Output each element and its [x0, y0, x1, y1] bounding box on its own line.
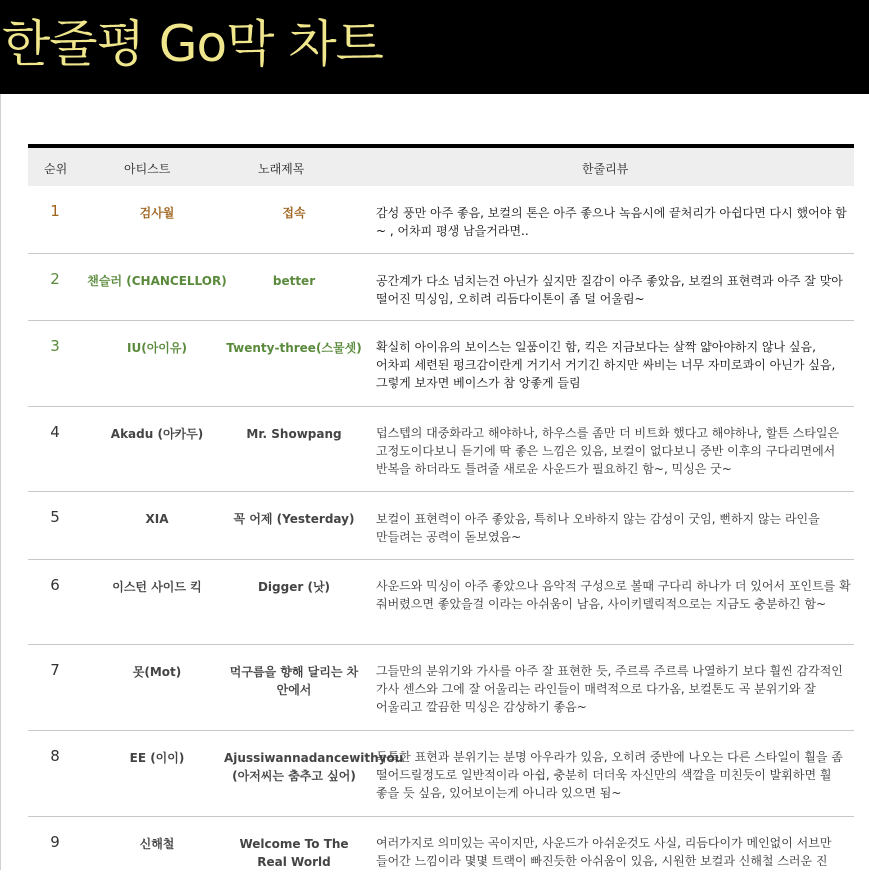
song-cell: Twenty-three(스물셋): [226, 341, 362, 355]
rank-cell: 4: [50, 423, 60, 441]
table-row: [28, 645, 854, 731]
table-row: [28, 492, 854, 560]
song-cell: 먹구름을 향해 달리는 차 안에서: [229, 665, 359, 697]
rank-cell: 1: [50, 202, 60, 220]
content-panel: [0, 94, 869, 870]
artist-cell: 검사월: [139, 206, 175, 220]
rank-cell: 3: [50, 337, 60, 355]
chart-table: [28, 144, 854, 877]
artist-cell: 이스턴 사이드 킥: [112, 580, 202, 594]
review-cell: 감성 풍만 아주 좋음, 보컬의 톤은 아주 좋으나 녹음시에 끝처리가 아쉽다면 다시 했어야 함~ , 어차피 평생 남을거라면..: [376, 206, 847, 238]
artist-cell: IU(아이유): [127, 341, 187, 355]
artist-cell: EE (이이): [129, 751, 185, 765]
top-banner: [0, 0, 869, 94]
review-cell: 여러가지로 의미있는 곡이지만, 사운드가 아쉬운것도 사실, 리듬다이가 메인없이 서브만 들어간 느낌이라 몇몇 트랙이 빠진듯한 아쉬움이 있음, 시원한 보컬과 신해철 스러운 진: [376, 836, 832, 868]
song-cell: Mr. Showpang: [246, 427, 342, 441]
review-cell: 보컬이 표현력이 아주 좋았음, 특히나 오바하지 않는 감성이 굿임, 뻔하지 않는 라인을 만들려는 공력이 돋보였음~: [376, 512, 820, 544]
rank-cell: 5: [50, 508, 60, 526]
review-cell: 사운드와 믹싱이 아주 좋았으나 음악적 구성으로 볼때 구다리 하나가 더 있어서 포인트를 확 줘버렸으면 좋았을걸 이라는 아쉬움이 남음, 사이키델릭적으로는 지금도 충분하긴 함~: [376, 579, 851, 611]
song-cell: Welcome To The Real World: [239, 837, 349, 869]
review-cell: 공간계가 다소 넘치는건 아닌가 싶지만 질감이 아주 좋았음, 보컬의 표현력과 아주 잘 맞아 떨어진 믹싱임, 오히려 리듬다이톤이 좀 덜 어울림~: [376, 274, 843, 306]
table-row: [28, 407, 854, 492]
header-artist: 아티스트: [124, 162, 171, 176]
artist-cell: 못(Mot): [132, 665, 182, 679]
artist-cell: 챈슬러 (CHANCELLOR): [87, 274, 227, 288]
artist-cell: XIA: [145, 512, 169, 526]
song-cell: 접속: [282, 206, 306, 220]
table-row: [28, 321, 854, 407]
rank-cell: 2: [50, 270, 60, 288]
rank-cell: 9: [50, 833, 60, 851]
rank-cell: 8: [50, 747, 60, 765]
song-cell: 꼭 어제 (Yesterday): [233, 512, 355, 526]
artist-cell: 신해철: [139, 837, 175, 851]
table-row: [28, 254, 854, 321]
rank-cell: 6: [50, 576, 60, 594]
review-cell: 독특한 표현과 분위기는 분명 아우라가 있음, 오히려 중반에 나오는 다른 스타일이 훨을 좀 떨어드릴정도로 일반적이라 아쉽, 충분히 더더욱 자신만의 색깔을 미친듯이 발휘하면 훨 좋을 듯 싶음, 있어보이는게 아니라 있으면 됨~: [376, 750, 843, 800]
review-cell: 확실히 아이유의 보이스는 일품이긴 함, 킥은 지금보다는 살짝 얇아야하지 않나 싶음, 어차피 세련된 펑크감이란게 거기서 거기긴 하지만 싸비는 너무 자미로콰이 아닌가 싶음, 그렇게 보자면 베이스가 참 앙좋게 들림: [376, 340, 836, 390]
song-cell: Digger (낫): [257, 580, 331, 594]
rank-cell: 7: [50, 661, 60, 679]
artist-cell: Akadu (아카두): [110, 427, 204, 441]
table-header: [28, 148, 854, 186]
song-cell: better: [272, 274, 316, 288]
review-cell: 덥스텝의 대중화라고 해야하나, 하우스를 좀만 더 비트화 했다고 해야하나, 할튼 스타일은 고정도이다보니 듣기에 딱 좋은 느낌은 있음, 보컬이 없다보니 중반 이후의 구다리면에서 반복을 하더라도 틀려줄 새로운 사운드가 필요하긴 함~, 믹싱은 굿~: [376, 426, 840, 476]
table-row: [28, 817, 854, 877]
header-rank: 순위: [44, 162, 68, 176]
song-cell: Ajussiwannadancewithyou (아저씨는 춤추고 싶어): [224, 751, 404, 783]
review-cell: 그들만의 분위기와 가사를 아주 잘 표현한 듯, 주르륵 주르륵 나열하기 보다 훨씬 감각적인 가사 센스와 그에 잘 어울리는 라인들이 매력적으로 다가옴, 보컬톤도 곡 분위기와 잘 어울리고 깔끔한 믹싱은 감상하기 좋음~: [376, 664, 843, 714]
table-row: [28, 560, 854, 645]
page-title: 한줄평 Go막 차트: [2, 15, 383, 73]
header-review: 한줄리뷰: [582, 162, 629, 176]
table-row: [28, 186, 854, 254]
header-song: 노래제목: [258, 162, 305, 176]
table-row: [28, 731, 854, 817]
